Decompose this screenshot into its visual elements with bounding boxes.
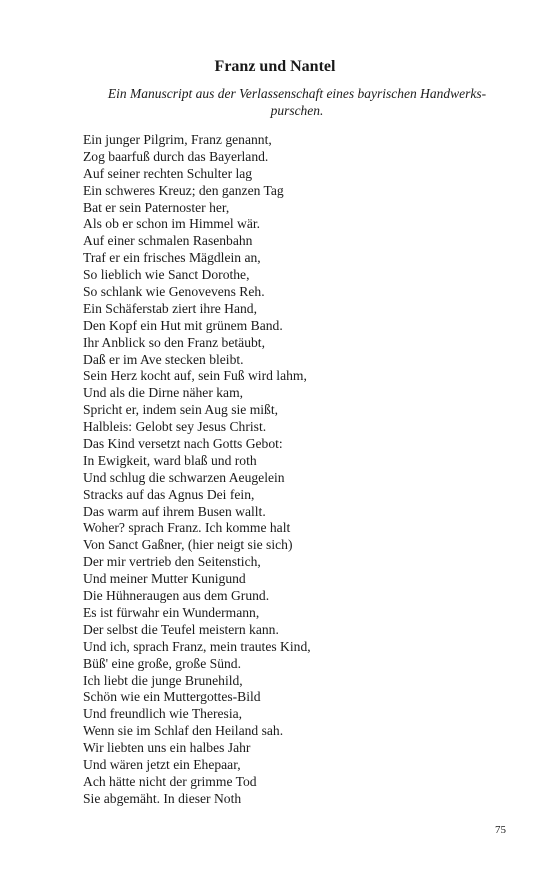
poem-subtitle	[80, 85, 514, 119]
poem-line: Bat er sein Paternoster her,	[83, 199, 230, 215]
poem-line: Es ist fürwahr ein Wundermann,	[83, 604, 260, 620]
poem-line: Der mir vertrieb den Seitenstich,	[83, 554, 261, 570]
poem-line: Das warm auf ihrem Busen wallt.	[83, 503, 266, 519]
poem-line: Traf er ein frisches Mägdlein an,	[83, 250, 261, 266]
poem-line: Stracks auf das Agnus Dei fein,	[83, 486, 255, 502]
poem-line: Ich liebt die junge Brunehild,	[83, 672, 243, 688]
poem-line: Den Kopf ein Hut mit grünem Band.	[83, 317, 283, 333]
poem-line: Ein junger Pilgrim, Franz genannt,	[83, 132, 272, 147]
poem-line: So lieblich wie Sanct Dorothe,	[83, 267, 250, 283]
poem-body	[83, 132, 311, 808]
poem-line: In Ewigkeit, ward blaß und roth	[83, 452, 257, 468]
poem-line: Woher? sprach Franz. Ich komme halt	[83, 520, 291, 536]
poem-line: Der selbst die Teufel meistern kann.	[83, 621, 279, 637]
poem-line: Schön wie ein Muttergottes-Bild	[83, 689, 261, 705]
poem-line: Daß er im Ave stecken bleibt.	[83, 351, 244, 367]
poem-line: Zog baarfuß durch das Bayerland.	[83, 148, 269, 164]
poem-line: Wenn sie im Schlaf den Heiland sah.	[83, 723, 284, 739]
poem-line: Und schlug die schwarzen Aeugelein	[83, 469, 285, 485]
poem-line: Ein schweres Kreuz; den ganzen Tag	[83, 182, 284, 198]
subtitle-line: Ein Manuscript aus der Verlassenschaft eines bayrischen Handwerks-	[107, 86, 487, 101]
poem-line: Spricht er, indem sein Aug sie mißt,	[83, 402, 279, 418]
poem-line: Und meiner Mutter Kunigund	[83, 571, 246, 587]
poem-line: Sie abgemäht. In dieser Noth	[83, 790, 242, 806]
subtitle-line: purschen.	[270, 103, 324, 118]
poem-line: Auf seiner rechten Schulter lag	[83, 165, 253, 181]
poem-line: Und freundlich wie Theresia,	[83, 706, 243, 722]
poem-line: Büß' eine große, große Sünd.	[83, 655, 241, 671]
poem-line: Das Kind versetzt nach Gotts Gebot:	[83, 436, 283, 452]
poem-line: Ein Schäferstab ziert ihre Hand,	[83, 300, 258, 316]
poem-line: Als ob er schon im Himmel wär.	[83, 216, 261, 232]
poem-line: Sein Herz kocht auf, sein Fuß wird lahm,	[83, 368, 307, 384]
poem-line: Und als die Dirne näher kam,	[83, 385, 244, 401]
poem-line: Und wären jetzt ein Ehepaar,	[83, 756, 241, 772]
poem-title: Franz und Nantel	[214, 58, 336, 75]
poem-line: Wir liebten uns ein halbes Jahr	[83, 740, 251, 756]
poem-line: Auf einer schmalen Rasenbahn	[83, 233, 253, 249]
poem-line: So schlank wie Genovevens Reh.	[83, 284, 265, 300]
poem-line: Von Sanct Gaßner, (hier neigt sie sich)	[83, 537, 293, 553]
poem-line: Die Hühneraugen aus dem Grund.	[83, 588, 270, 604]
poem-line: Ihr Anblick so den Franz betäubt,	[83, 334, 265, 350]
page-number: 75	[495, 824, 506, 836]
poem-line: Ach hätte nicht der grimme Tod	[83, 773, 257, 789]
poem-line: Halbleis: Gelobt sey Jesus Christ.	[83, 419, 267, 435]
poem-line: Und ich, sprach Franz, mein trautes Kind,	[83, 638, 311, 654]
